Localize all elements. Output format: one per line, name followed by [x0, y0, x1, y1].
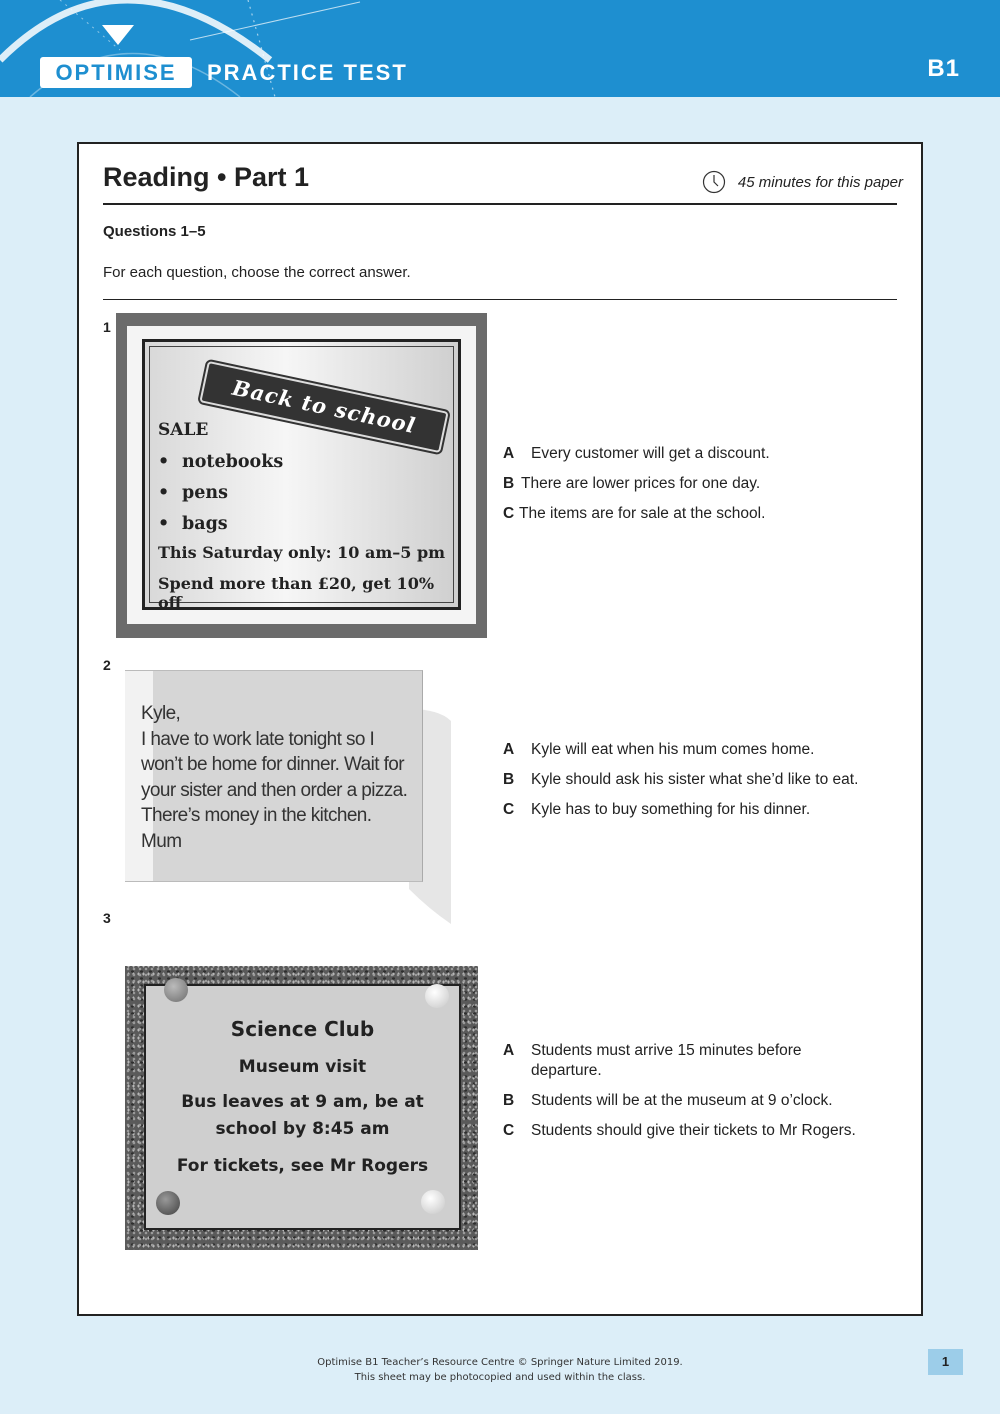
- sign-line: Spend more than £20, get 10% off: [158, 574, 435, 612]
- title-divider: [103, 203, 897, 205]
- answer-option[interactable]: B Kyle should ask his sister what she’d like to eat.: [503, 771, 859, 788]
- note-line: There’s money in the kitchen.: [141, 805, 372, 826]
- pushpin-icon: [156, 1191, 180, 1215]
- page-title: Reading • Part 1: [103, 162, 310, 192]
- list-item: • notebooks: [158, 452, 284, 472]
- sign-items: [158, 447, 283, 540]
- note-line: I have to work late tonight so I: [141, 728, 375, 750]
- answer-option[interactable]: C The items are for sale at the school.: [503, 505, 766, 522]
- clock-icon: [702, 170, 726, 194]
- instruction: For each question, choose the correct answer.: [103, 264, 411, 281]
- questions-range: Questions 1–5: [103, 223, 206, 240]
- answer-option[interactable]: A Students must arrive 15 minutes before departure.: [503, 1042, 802, 1079]
- answer-option[interactable]: B There are lower prices for one day.: [503, 475, 761, 492]
- notice-line: For tickets, see Mr Rogers: [176, 1156, 429, 1176]
- notice-subtitle: Museum visit: [238, 1057, 367, 1077]
- answer-options: [503, 444, 770, 534]
- notice-title: Science Club: [230, 1017, 375, 1041]
- sign-frame: [142, 339, 461, 610]
- answer-option[interactable]: A Kyle will eat when his mum comes home.: [503, 741, 815, 758]
- test-paper: [77, 142, 923, 1316]
- notice-card: [144, 984, 461, 1230]
- sign-heading: SALE: [158, 420, 209, 440]
- note-line: your sister and then order a pizza.: [141, 779, 408, 801]
- pushpin-icon: [425, 984, 449, 1008]
- list-item: • bags: [158, 514, 228, 534]
- sale-sign: [116, 313, 487, 638]
- note-line: Kyle,: [141, 703, 181, 724]
- answer-option[interactable]: A Every customer will get a discount.: [503, 445, 770, 462]
- handwritten-note: [125, 670, 423, 882]
- notice-line: school by 8:45 am: [215, 1119, 390, 1139]
- test-type: PRACTICE TEST: [207, 60, 408, 85]
- note-line: Mum: [141, 830, 182, 852]
- instruction-divider: [103, 299, 897, 300]
- sign-tag: Back to school: [199, 361, 448, 453]
- footer-copyright: Optimise B1 Teacher’s Resource Centre © Springer Nature Limited 2019.: [317, 1357, 683, 1368]
- answer-option[interactable]: C Students should give their tickets to Mr Rogers.: [503, 1122, 856, 1139]
- time-note-text: 45 minutes for this paper: [737, 173, 903, 191]
- footer-note: This sheet may be photocopied and used within the class.: [354, 1372, 646, 1383]
- note-line: won’t be home for dinner. Wait for: [141, 754, 404, 775]
- brand-logo: OPTIMISE: [55, 60, 177, 85]
- sign-line: This Saturday only: 10 am–5 pm: [158, 543, 446, 562]
- answer-options: [503, 1041, 856, 1151]
- answer-option[interactable]: C Kyle has to buy something for his dinner.: [503, 801, 811, 818]
- pushpin-icon: [164, 978, 188, 1002]
- question-number: 3: [103, 910, 111, 926]
- notice-line: Bus leaves at 9 am, be at: [181, 1092, 424, 1112]
- triangle-icon: [102, 25, 134, 45]
- list-item: • pens: [158, 483, 228, 503]
- answer-option[interactable]: B Students will be at the museum at 9 o’clock.: [503, 1092, 833, 1109]
- level-label: B1: [927, 55, 960, 82]
- pushpin-icon: [421, 1190, 445, 1214]
- header-banner: [0, 0, 1000, 97]
- time-note: [702, 170, 903, 194]
- notice-board: [125, 966, 478, 1250]
- page-number: 1: [928, 1349, 963, 1375]
- question-number: 1: [103, 319, 111, 335]
- answer-options: [503, 740, 858, 830]
- question-number: 2: [103, 657, 111, 673]
